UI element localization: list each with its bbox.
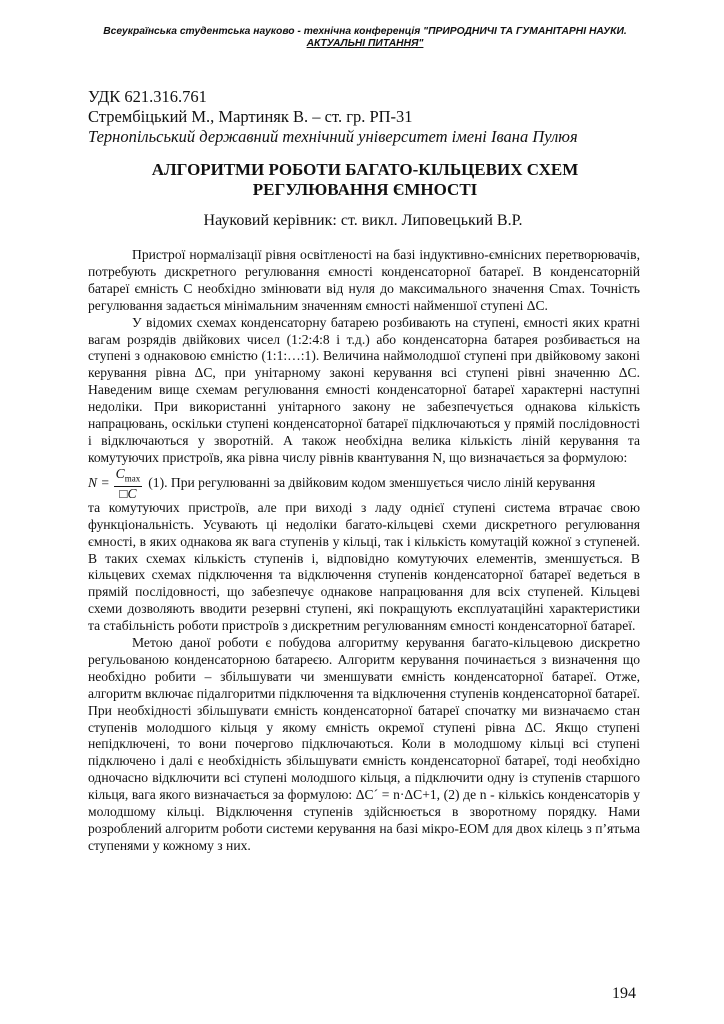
formula-row [88,465,640,501]
formula-numerator-sub: max [124,473,141,484]
article-body [88,247,640,855]
formula-eq: = [100,475,110,491]
formula-numerator: $C_{max}$ [114,467,143,487]
udk-code: УДК 621.316.761 [88,87,207,106]
paragraph-2: У відомих схемах конденсаторну батарею розбивають на ступені, ємності яких кратні вагам розрядів двійкових чисел (1:2:4:8 і т.д.) або конденсаторна батарея розбивається на ступені з однаковою ємністю (1:1:…:1). Величина наймолодшої ступені при двійковому законі керування рівна ΔС, при унітарному законі керування всі ступені рівні значенню ΔС. Наведеним вище схемам регулювання ємності конденсаторної батареї характерні наступні недоліки. При використанні унітарного закону не забезпечується однакова кількість напрацювань, оскільки ступені конденсаторної батареї підключаються у прямій послідовності і відключаються у зворотній. А також необхідна велика кількість ліній керування та комутуючих пристроїв, яка рівна числу рівнів квантування N, що визначається за формулою: [88,314,640,465]
supervisor: Науковий керівник: ст. викл. Липовецький В.Р. [203,212,523,229]
title-line2: РЕГУЛЮВАННЯ ЄМНОСТІ [252,180,478,199]
formula-1 [88,467,142,501]
organization: Тернопільський державний технічний університет імені Івана Пулюя [88,127,578,146]
title-line1: АЛГОРИТМИ РОБОТИ БАГАТО-КІЛЬЦЕВИХ СХЕМ [151,160,579,179]
paragraph-1: Пристрої нормалізації рівня освітленості на базі індуктивно-ємнісних перетворювачів, потребують дискретного регулювання ємності конденсаторної батареї. В конденсаторній батареї ємність С необхідно змінювати від нуля до максимального значення Cmax. Точність регулювання задається мінімальним значенням ємності найменшої ступені ΔС. [88,247,640,313]
formula-denominator: □C [119,485,137,501]
article-meta [88,87,578,147]
conference-header [60,26,670,50]
conference-header-line2: АКТУАЛЬНІ ПИТАННЯ" [306,38,424,49]
formula-lhs: N [88,475,98,491]
page-number: 194 [612,985,636,1002]
authors: Стрембіцький М., Мартиняк В. – ст. гр. РП-31 [88,107,413,126]
paragraph-3: Метою даної роботи є побудова алгоритму керування багато-кільцевою дискретно регульованою конденсаторною батареєю. Алгоритм керування починається з визначення що необхідно робити – збільшувати чи зменшувати ємність конденсаторної батареї. Отже, алгоритм включає підалгоритми підключення та відключення ступенів конденсаторної батареї. При необхідності збільшувати ємність конденсаторної батареї спочатку ми визначаємо стан ступенів молодшого кільця у якому ємність окремої ступені рівна ΔС. Якщо ступені непідключені, то вони почергово підключаються. Коли в молодшому кільці всі ступені підключено і далі є необхідність збільшувати ємність конденсаторної батареї, тоді необхідно одночасно відключити всі ступені молодшого кільця, а підключити одну із ступенів старшого кільця, вага якого визначається за формулою: ΔС´ = n·ΔС+1, (2) де n - кількісь конденсаторів у молодшому кільці. Відключення ступенів здійснюється в зворотному порядку. Нами розроблений алгоритм роботи системи керування на базі мікро-ЕОМ для двох кілець з п’ятьма ступенями у кожному з них. [88,635,640,853]
paragraph-2-continued: та комутуючих пристроїв, але при виході з ладу однієї ступені система втрачає свою функціональність. Усувають ці недоліки багато-кільцеві схеми дискретного регулювання ємності, в яких однакова як вага ступенів у кільці, так і кількість комутацій кожної з ступеней. В таких схемах кількість ступенів і, відповідно комутуючих елементів, зменшується. В кільцевих схемах підключення та відключення ступенів конденсаторної батареї ведеться в прямій послідовності, що забезпечує однакове напрацювання для всіх ступеней. Кільцеві схеми дозволяють вводити резервні ступені, які покращують експлуатаційні характеристики та стабільність роботи пристроїв з дискретним регулюванням ємності конденсаторної батареї. [88,499,640,634]
article-title [100,160,630,200]
formula-fraction [114,467,143,501]
conference-header-line1: Всеукраїнська студентська науково - технічна конференція "ПРИРОДНИЧІ ТА ГУМАНІТАРНІ НАУКИ. [103,26,627,37]
formula-trailing-text: (1). При регулюванні за двійковим кодом зменшується число ліній керування [148,475,596,491]
